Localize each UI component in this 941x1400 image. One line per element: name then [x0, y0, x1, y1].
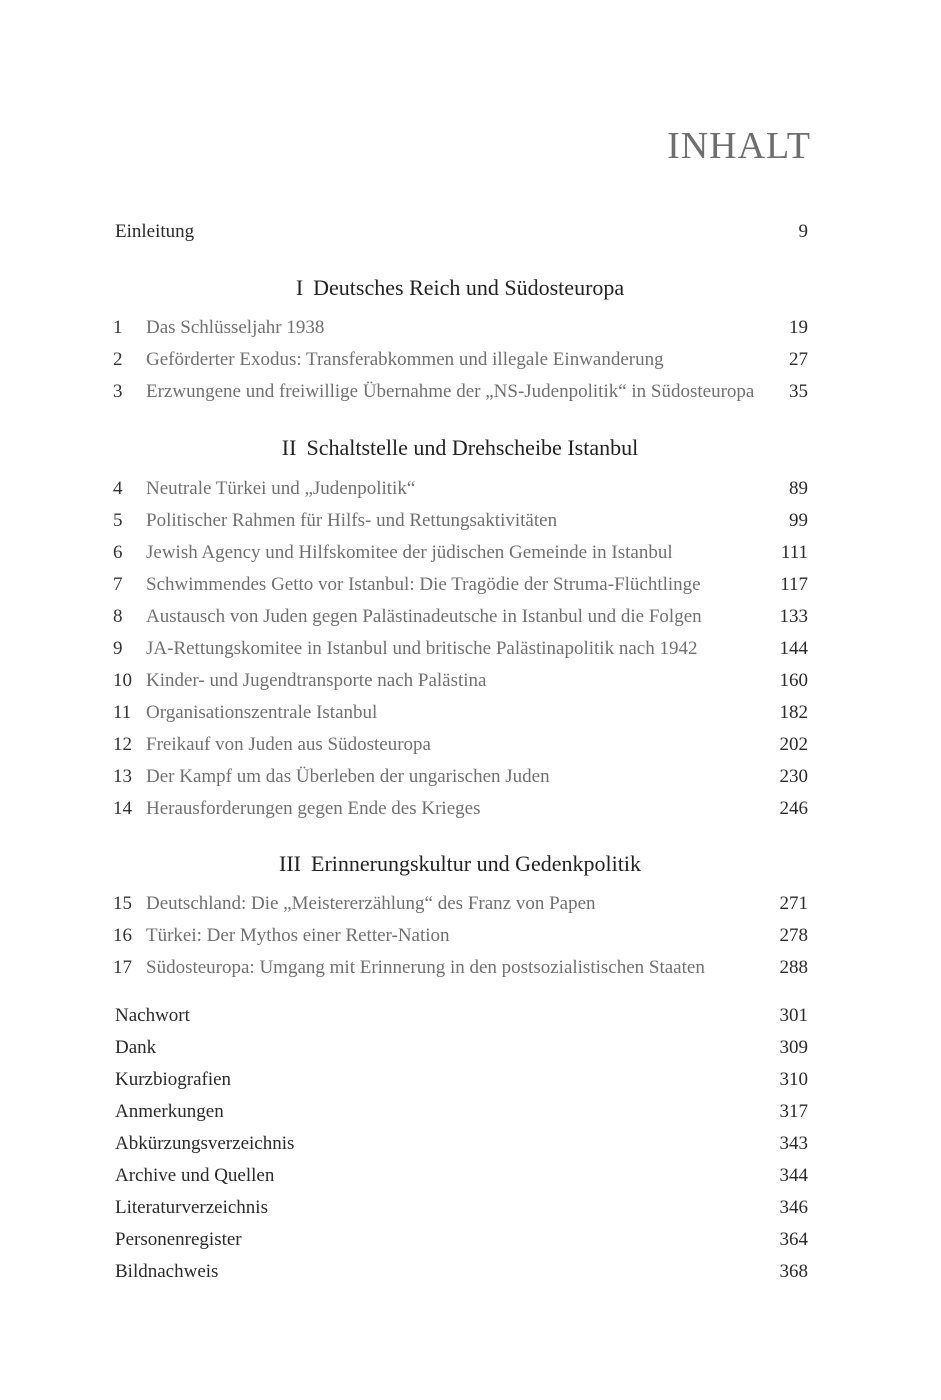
toc-entry-page: 309: [779, 1037, 808, 1058]
chapter-title: Herausforderungen gegen Ende des Krieges: [146, 798, 481, 819]
toc-entry-page: 368: [779, 1261, 808, 1282]
toc-entry-einleitung[interactable]: [113, 217, 808, 247]
page-title: INHALT: [667, 125, 811, 167]
chapter-number: 6: [113, 542, 123, 563]
chapter-page: 133: [779, 606, 808, 627]
chapter-title: Der Kampf um das Überleben der ungarischen Juden: [146, 766, 550, 787]
toc-chapter[interactable]: [113, 666, 808, 696]
toc-entry-label: Personenregister: [115, 1229, 242, 1250]
toc-entry-page: 346: [779, 1197, 808, 1218]
toc-entry-label: Literaturverzeichnis: [115, 1197, 268, 1218]
chapter-number: 3: [113, 381, 123, 402]
toc-chapter[interactable]: [113, 634, 808, 664]
chapter-title: Jewish Agency und Hilfskomitee der jüdischen Gemeinde in Istanbul: [146, 542, 673, 563]
chapter-number: 5: [113, 510, 123, 531]
chapter-number: 9: [113, 638, 123, 659]
chapter-title: Freikauf von Juden aus Südosteuropa: [146, 734, 431, 755]
chapter-page: 27: [789, 349, 808, 370]
toc-chapter[interactable]: [113, 602, 808, 632]
chapter-page: 89: [789, 478, 808, 499]
part-numeral: III: [279, 851, 302, 876]
part-title: Erinnerungskultur und Gedenkpolitik: [311, 851, 641, 876]
chapter-page: 99: [789, 510, 808, 531]
part-numeral: I: [295, 275, 304, 300]
chapter-page: 288: [779, 957, 808, 978]
toc-chapter[interactable]: [113, 762, 808, 792]
toc-chapter[interactable]: [113, 953, 808, 983]
chapter-number: 8: [113, 606, 123, 627]
chapter-page: 182: [779, 702, 808, 723]
toc-entry-dank[interactable]: [113, 1033, 808, 1063]
toc-entry-page: 301: [779, 1005, 808, 1026]
toc-entry-label: Nachwort: [115, 1005, 190, 1026]
chapter-title: Organisationszentrale Istanbul: [146, 702, 378, 723]
toc-entry-label: Archive und Quellen: [115, 1165, 275, 1186]
toc-entry-page: 343: [779, 1133, 808, 1154]
chapter-page: 230: [779, 766, 808, 787]
toc-entry-kurzbiografien[interactable]: [113, 1065, 808, 1095]
toc-chapter[interactable]: [113, 345, 808, 375]
toc-chapter[interactable]: [113, 730, 808, 760]
toc-entry-label: Bildnachweis: [115, 1261, 219, 1282]
chapter-title: Südosteuropa: Umgang mit Erinnerung in den postsozialistischen Staaten: [146, 957, 705, 978]
chapter-title: Das Schlüsseljahr 1938: [146, 317, 325, 338]
part-numeral: II: [281, 435, 297, 460]
chapter-title: Neutrale Türkei und „Judenpolitik“: [146, 478, 416, 499]
chapter-number: 10: [113, 670, 132, 691]
toc-entry-abkuerzungsverzeichnis[interactable]: [113, 1129, 808, 1159]
part-title: Schaltstelle und Drehscheibe Istanbul: [306, 435, 639, 460]
toc-entry-archive-und-quellen[interactable]: [113, 1161, 808, 1191]
toc-entry-nachwort[interactable]: [113, 1001, 808, 1031]
toc-entry-anmerkungen[interactable]: [113, 1097, 808, 1127]
toc-entry-personenregister[interactable]: [113, 1225, 808, 1255]
chapter-number: 16: [113, 925, 132, 946]
chapter-page: 278: [779, 925, 808, 946]
chapter-page: 111: [780, 542, 808, 563]
chapter-page: 117: [780, 574, 808, 595]
chapter-number: 4: [113, 478, 123, 499]
toc-chapter[interactable]: [113, 538, 808, 568]
chapter-number: 12: [113, 734, 132, 755]
chapter-title: Erzwungene und freiwillige Übernahme der „NS-Judenpolitik“ in Südosteuropa: [146, 381, 755, 402]
chapter-number: 7: [113, 574, 123, 595]
toc-entry-label: Abkürzungsverzeichnis: [115, 1133, 295, 1154]
toc-entry-page: 364: [779, 1229, 808, 1250]
chapter-page: 271: [779, 893, 808, 914]
chapter-number: 13: [113, 766, 132, 787]
toc-entry-page: 310: [779, 1069, 808, 1090]
chapter-page: 202: [779, 734, 808, 755]
chapter-title: Kinder- und Jugendtransporte nach Palästina: [146, 670, 487, 691]
toc-entry-label: Anmerkungen: [115, 1101, 224, 1122]
toc-entry-bildnachweis[interactable]: [113, 1257, 808, 1287]
toc-entry-page: 344: [779, 1165, 808, 1186]
chapter-page: 160: [779, 670, 808, 691]
toc-chapter[interactable]: [113, 474, 808, 504]
chapter-page: 35: [789, 381, 808, 402]
chapter-title: Politischer Rahmen für Hilfs- und Rettungsaktivitäten: [146, 510, 558, 531]
toc-chapter[interactable]: [113, 377, 808, 407]
part-heading-1: [0, 272, 920, 304]
toc-entry-label: Dank: [115, 1037, 157, 1058]
toc-chapter[interactable]: [113, 794, 808, 824]
chapter-title: Geförderter Exodus: Transferabkommen und illegale Einwanderung: [146, 349, 664, 370]
chapter-title: JA-Rettungskomitee in Istanbul und britische Palästinapolitik nach 1942: [146, 638, 698, 659]
chapter-number: 1: [113, 317, 123, 338]
chapter-title: Türkei: Der Mythos einer Retter-Nation: [146, 925, 450, 946]
toc-chapter[interactable]: [113, 570, 808, 600]
part-title: Deutsches Reich und Südosteuropa: [313, 275, 625, 300]
chapter-page: 246: [779, 798, 808, 819]
toc-chapter[interactable]: [113, 889, 808, 919]
toc-entry-page: 317: [779, 1101, 808, 1122]
toc-chapter[interactable]: [113, 313, 808, 343]
chapter-page: 144: [779, 638, 808, 659]
chapter-number: 14: [113, 798, 132, 819]
toc-chapter[interactable]: [113, 506, 808, 536]
chapter-title: Schwimmendes Getto vor Istanbul: Die Tragödie der Struma-Flüchtlinge: [146, 574, 701, 595]
chapter-number: 11: [113, 702, 132, 723]
chapter-title: Deutschland: Die „Meistererzählung“ des Franz von Papen: [146, 893, 596, 914]
part-heading-3: [0, 848, 920, 880]
chapter-page: 19: [789, 317, 808, 338]
toc-entry-label: Einleitung: [115, 221, 195, 242]
toc-chapter[interactable]: [113, 698, 808, 728]
toc-chapter[interactable]: [113, 921, 808, 951]
chapter-number: 2: [113, 349, 123, 370]
toc-entry-page: 9: [798, 221, 808, 242]
chapter-number: 15: [113, 893, 132, 914]
chapter-number: 17: [113, 957, 132, 978]
part-heading-2: [0, 432, 920, 464]
toc-entry-literaturverzeichnis[interactable]: [113, 1193, 808, 1223]
chapter-title: Austausch von Juden gegen Palästinadeutsche in Istanbul und die Folgen: [146, 606, 702, 627]
toc-entry-label: Kurzbiografien: [115, 1069, 232, 1090]
